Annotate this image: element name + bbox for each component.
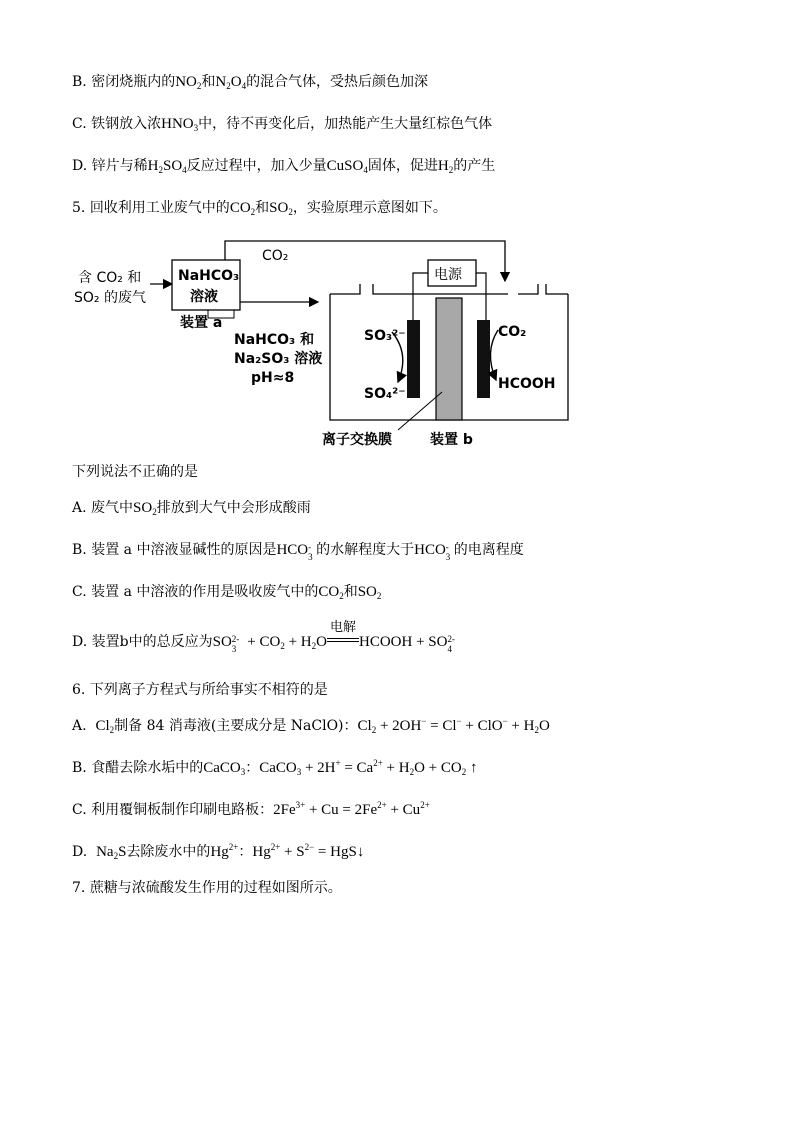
solution-label-3: pH≈8 bbox=[251, 370, 295, 386]
device-b-label: 装置 b bbox=[430, 432, 473, 448]
q5-option-a: A. 废气中$SO_2$排放到大气中会形成酸雨 bbox=[72, 500, 311, 517]
ion-exchange-membrane bbox=[436, 298, 462, 420]
gas-inlet-label-2: SO₂ 的废气 bbox=[74, 290, 146, 306]
sulfate-ion-label: SO₄²⁻ bbox=[364, 386, 406, 402]
power-source-label: 电源 bbox=[434, 267, 462, 283]
option-label: C. bbox=[72, 116, 87, 132]
reduction-arrow bbox=[490, 330, 498, 380]
device-a-label: 装置 a bbox=[180, 315, 223, 331]
option-d-line: D. 锌片与稀$H_2SO_4$反应过程中，加入少量CuSO$_4$固体，促进$H_2$的产生 bbox=[72, 158, 496, 175]
device-a-content-2: 溶液 bbox=[190, 289, 218, 305]
q6-option-b: B. 食醋去除水垢中的CaCO$_3$：CaCO$_3$ + $2H^+ = Ca^{2+} + H_2O + CO_2$ ↑ bbox=[72, 758, 478, 777]
q6-option-c: C. 利用覆铜板制作印刷电路板：$2Fe^{3+} + Cu = 2Fe^{2+} + Cu^{2+}$ bbox=[72, 800, 430, 818]
sulfite-ion-label: SO₃²⁻ bbox=[364, 328, 406, 344]
electrolysis-condition: 电解 bbox=[327, 632, 359, 652]
question-number: 6. bbox=[72, 682, 86, 698]
option-label: D. bbox=[72, 158, 88, 174]
co2-right-label: CO₂ bbox=[498, 324, 527, 340]
anode bbox=[407, 320, 420, 398]
wire-left bbox=[413, 273, 428, 322]
q5-option-d: D. 装置b中的总反应为SO 2- 3 + $CO_2 + H_2O$ 电解 HCOOH + SO 2- 4 bbox=[72, 619, 455, 654]
option-b-line: B. 密闭烧瓶内的$NO_2$和$N_2O_4$的混合气体，受热后颜色加深 bbox=[72, 74, 429, 91]
gas-inlet-label-1: 含 CO₂ 和 bbox=[78, 270, 142, 286]
gas-arrow-icon: ↑ bbox=[469, 760, 478, 776]
question-6-stem: 6. 下列离子方程式与所给事实不相符的是 bbox=[72, 682, 328, 698]
question-number: 5. bbox=[72, 200, 86, 216]
q6-option-a: A. $Cl_2$制备 84 消毒液(主要成分是 NaClO)：$Cl_2 + 2OH^- = Cl^- + ClO^- + H_2O$ bbox=[72, 716, 550, 735]
solution-label-2: Na₂SO₃ 溶液 bbox=[234, 351, 323, 367]
option-c-line: C. 铁钢放入浓$HNO_3$中，待不再变化后，加热能产生大量红棕色气体 bbox=[72, 116, 493, 133]
question-7-stem: 7. 蔗糖与浓硫酸发生作用的过程如图所示。 bbox=[72, 880, 342, 896]
q5-option-c: C. 装置 a 中溶液的作用是吸收废气中的$CO_2$和$SO_2$ bbox=[72, 584, 382, 601]
formic-acid-label: HCOOH bbox=[498, 376, 556, 392]
option-label: B. bbox=[72, 74, 87, 90]
membrane-label: 离子交换膜 bbox=[322, 432, 392, 448]
co2-top-label: CO₂ bbox=[262, 248, 289, 264]
question-number: 7. bbox=[72, 880, 86, 896]
solution-label-1: NaHCO₃ 和 bbox=[234, 332, 315, 348]
question-5-stem: 5. 回收利用工业废气中的$CO_2$和$SO_2$，实验原理示意图如下。 bbox=[72, 200, 447, 217]
question-5-prompt: 下列说法不正确的是 bbox=[72, 464, 198, 480]
cathode bbox=[477, 320, 490, 398]
device-a-content-1: NaHCO₃ bbox=[178, 268, 240, 284]
q6-option-d: D. $Na_2S$去除废水中的$Hg^{2+}$：$Hg^{2+} + S^{2-}$ = HgS↓ bbox=[72, 842, 365, 861]
q5-option-b: B. 装置 a 中溶液显碱性的原因是HCO - 3 的水解程度大于HCO - 3 的电离程度 bbox=[72, 542, 524, 562]
wire-right bbox=[476, 273, 486, 322]
apparatus-diagram bbox=[68, 232, 588, 452]
precipitate-arrow-icon: ↓ bbox=[356, 844, 365, 860]
